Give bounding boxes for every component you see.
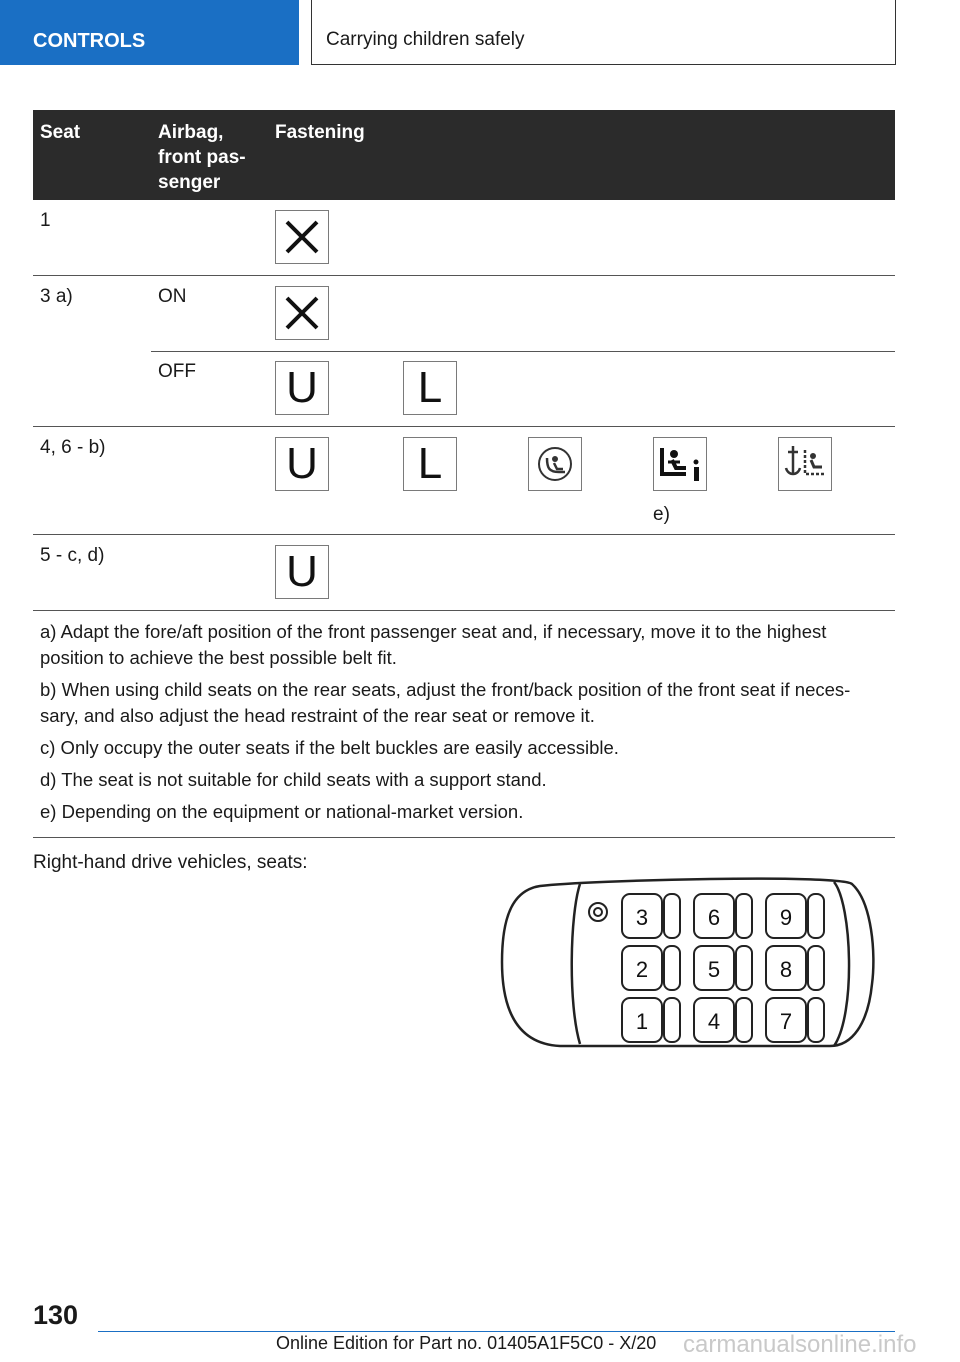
seat-4 [694, 998, 752, 1042]
universal-label: U [286, 547, 318, 596]
semi-universal-l-icon [403, 361, 457, 415]
watermark: carmanualsonline.info [683, 1331, 917, 1358]
seat-cell: 3 a) [40, 286, 73, 307]
footnote-c: c) Only occupy the outer seats if the belt buckles are easily accessible. [40, 737, 619, 758]
table-header [33, 110, 895, 200]
seat-number: 2 [635, 957, 649, 982]
seat-cell: 4, 6 - b) [40, 437, 106, 458]
seat-number: 9 [779, 905, 793, 930]
seat-7 [766, 998, 824, 1042]
universal-u-icon [275, 545, 329, 599]
footnote-e: e) Depending on the equipment or national-market version. [40, 801, 524, 822]
seat-3 [622, 894, 680, 938]
seat-number: 5 [707, 957, 721, 982]
footnote-b: b) When using child seats on the rear seats, adjust the front/back position of the front seat if neces- sary, and also adjust the head restraint of the rear seat or remove it. [40, 679, 851, 726]
footer-edition: Online Edition for Part no. 01405A1F5C0 - X/20 [276, 1333, 657, 1353]
universal-u-icon [275, 437, 329, 491]
isofix-anchor-icon [778, 437, 832, 491]
caption: Right-hand drive vehicles, seats: [33, 852, 308, 873]
semi-universal-label: L [417, 363, 443, 412]
header-airbag: Airbag, front pas- senger [158, 122, 246, 193]
seat-cell: 5 - c, d) [40, 545, 105, 566]
seat-6 [694, 894, 752, 938]
seat-number: 3 [635, 905, 649, 930]
table-row [33, 200, 895, 276]
seat-number: 6 [707, 905, 721, 930]
header-seat: Seat [40, 122, 81, 143]
section-tab [0, 0, 299, 65]
seat-number: 8 [779, 957, 793, 982]
semi-universal-label: L [417, 439, 443, 488]
row-divider [151, 351, 895, 352]
page-header [311, 0, 896, 65]
airbag-cell: ON [158, 286, 187, 307]
child-seat-info-icon [653, 437, 707, 491]
seat-5 [694, 946, 752, 990]
airbag-cell: OFF [158, 361, 196, 382]
footnote-a: a) Adapt the fore/aft position of the front passenger seat and, if necessary, move it to the highest position to achieve the best possible belt fit. [40, 621, 827, 668]
seat-grid [622, 894, 824, 1042]
seat-cell: 1 [40, 210, 51, 231]
table-footnotes [33, 611, 895, 838]
page-number: 130 [33, 1300, 79, 1330]
seat-1 [622, 998, 680, 1042]
cross-icon [275, 286, 329, 340]
seat-number: 4 [707, 1009, 721, 1034]
universal-label: U [286, 363, 318, 412]
universal-label: U [286, 439, 318, 488]
child-seat-icon [528, 437, 582, 491]
page-title: Carrying children safely [326, 29, 525, 50]
semi-universal-l-icon [403, 437, 457, 491]
footnote-d: d) The seat is not suitable for child seats with a support stand. [40, 769, 547, 790]
table-row [33, 535, 895, 611]
header-fastening: Fastening [275, 122, 365, 143]
seat-2 [622, 946, 680, 990]
vehicle-outline [500, 874, 878, 1050]
cross-icon [275, 210, 329, 264]
seat-number: 7 [779, 1009, 793, 1034]
icon-footnote: e) [653, 504, 670, 525]
seat-8 [766, 946, 824, 990]
child-seat-table [33, 110, 895, 838]
section-label: CONTROLS [33, 30, 146, 52]
seat-number: 1 [635, 1009, 649, 1034]
seat-9 [766, 894, 824, 938]
table-row [33, 427, 895, 535]
universal-u-icon [275, 361, 329, 415]
table-row [33, 276, 895, 427]
seat-layout-diagram [500, 874, 878, 1055]
